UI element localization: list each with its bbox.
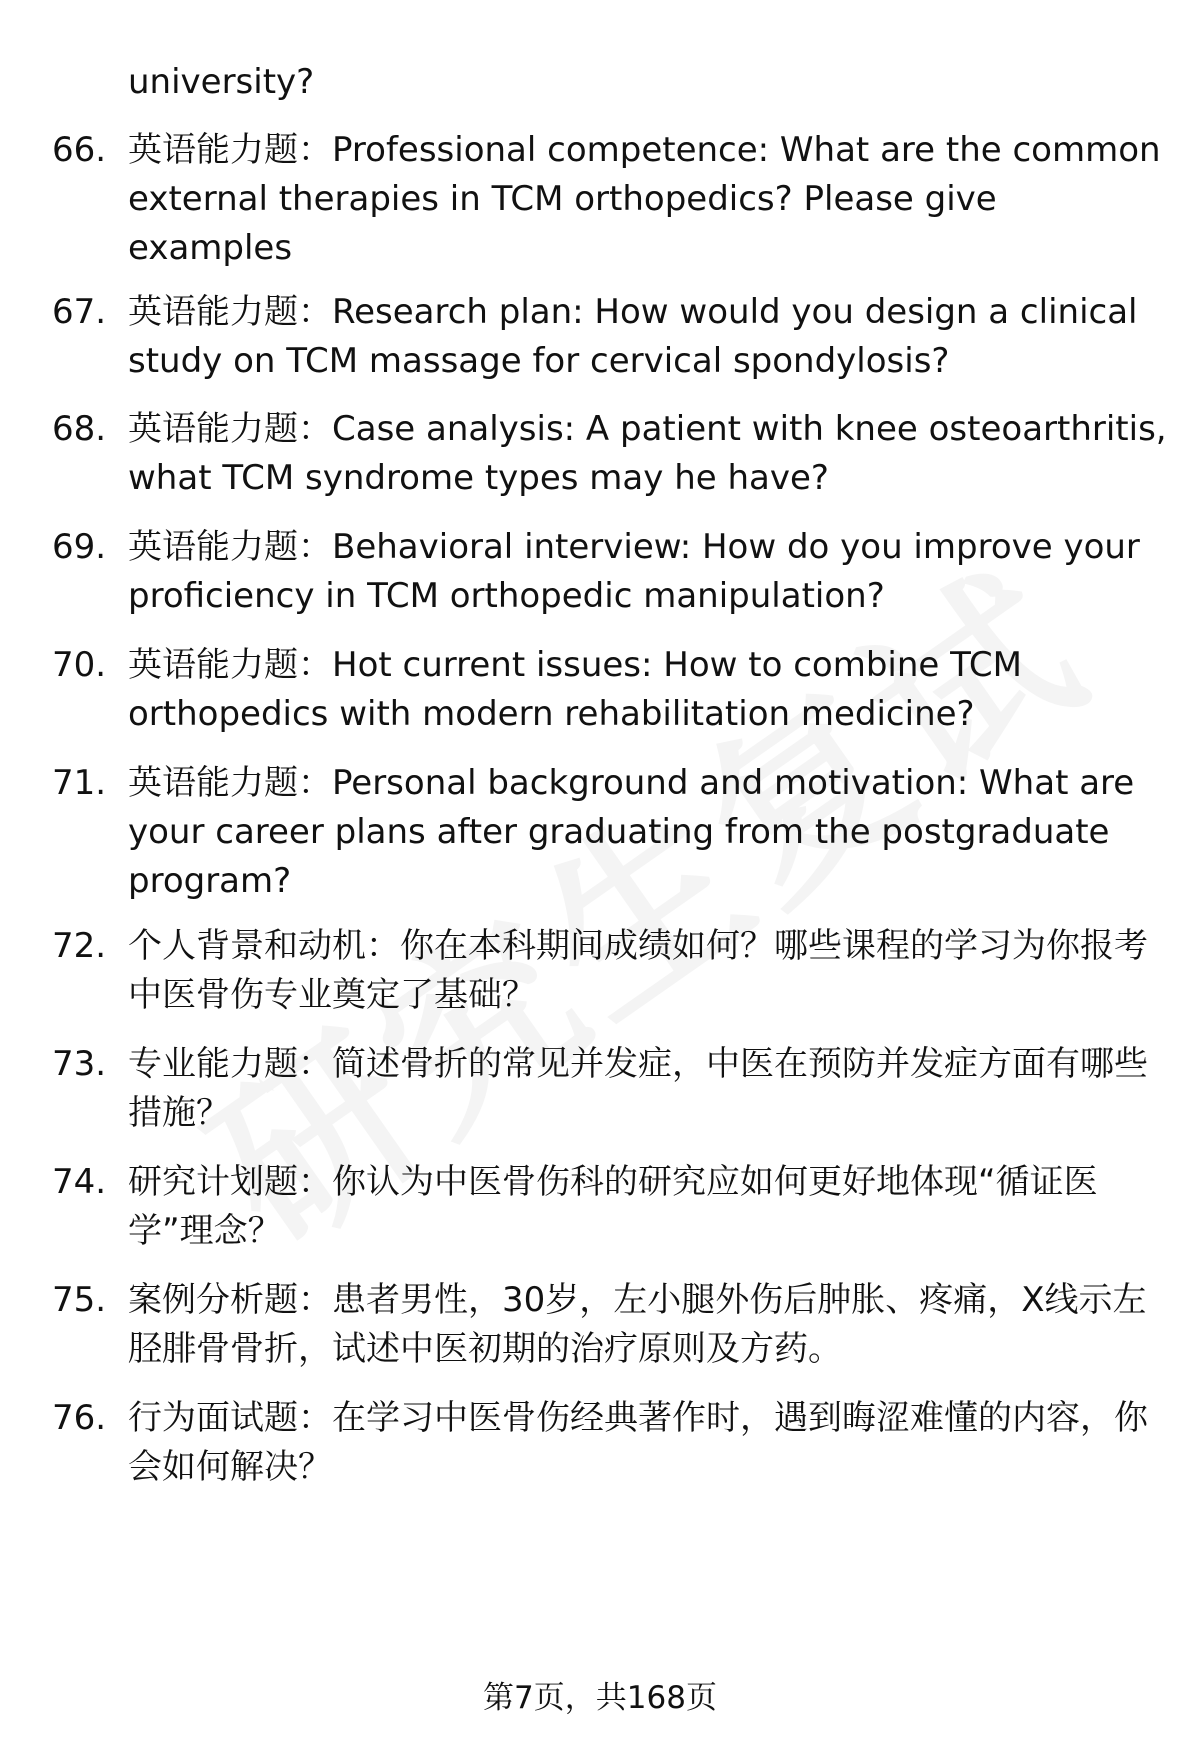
item-text: 案例分析题：患者男性，30岁，左小腿外伤后肿胀、疼痛，X线示左胫腓骨骨折，试述中医初期的治疗原则及方药。 — [128, 1280, 1147, 1369]
item-text: 英语能力题：Research plan: How would you design a clinical study on TCM massage for cervical spondylosis? — [128, 292, 1138, 381]
item-text: 英语能力题：Behavioral interview: How do you improve your proficiency in TCM orthopedic manipulation? — [128, 527, 1140, 616]
item-text: 专业能力题：简述骨折的常见并发症，中医在预防并发症方面有哪些措施？ — [128, 1044, 1148, 1133]
item-text: 个人背景和动机：你在本科期间成绩如何？哪些课程的学习为你报考中医骨伤专业奠定了基础？ — [128, 926, 1148, 1015]
item-text: 英语能力题：Professional competence: What are the common external therapies in TCM orthopedics? Please give examples — [128, 130, 1161, 268]
item-number: 72. — [52, 926, 107, 966]
item-text: 英语能力题：Personal background and motivation: What are your career plans after graduating from the postgraduate program? — [128, 763, 1135, 901]
item-number: 76. — [52, 1398, 107, 1438]
item-number: 74. — [52, 1162, 107, 1202]
item-text: 行为面试题：在学习中医骨伤经典著作时，遇到晦涩难懂的内容，你会如何解决？ — [128, 1398, 1148, 1487]
item-number: 67. — [52, 292, 107, 332]
item-number: 73. — [52, 1044, 107, 1084]
item-number: 66. — [52, 130, 107, 170]
item-number: 75. — [52, 1280, 107, 1320]
item-text: 英语能力题：Hot current issues: How to combine TCM orthopedics with modern rehabilitation medicine? — [128, 645, 1022, 734]
continuation-text: university? — [128, 62, 315, 102]
item-text: 英语能力题：Case analysis: A patient with knee osteoarthritis, what TCM syndrome types may he have? — [128, 409, 1167, 498]
item-number: 71. — [52, 763, 107, 803]
item-number: 68. — [52, 409, 107, 449]
item-text: 研究计划题：你认为中医骨伤科的研究应如何更好地体现“循证医学”理念？ — [128, 1162, 1098, 1251]
item-number: 69. — [52, 527, 107, 567]
page-number-footer: 第7页，共168页 — [483, 1680, 717, 1716]
item-number: 70. — [52, 645, 107, 685]
